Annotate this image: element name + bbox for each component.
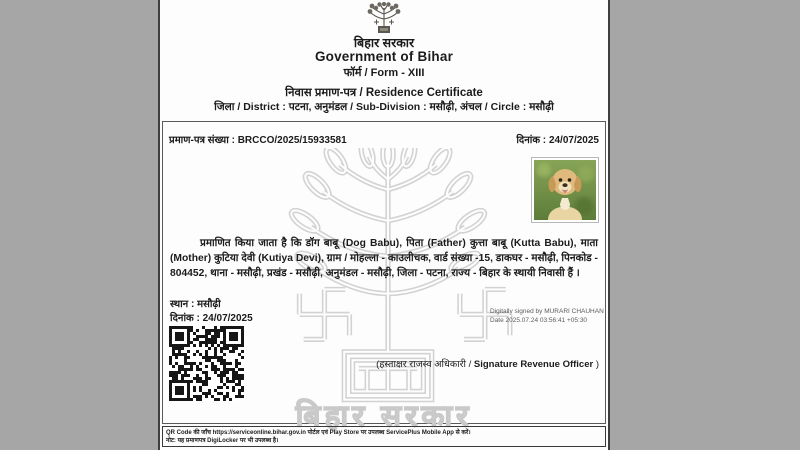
issue-place-label: स्थान : [170, 299, 195, 310]
revenue-officer-signature-line: (हस्ताक्षर राजस्व अधिकारी / Signature Revenue Officer ) [376, 359, 599, 370]
government-title-english: Government of Bihar [314, 49, 454, 64]
certificate-date [516, 132, 599, 146]
issue-place-value: मसौढ़ी [197, 299, 221, 310]
district-subdivision-circle-line: जिला / District : पटना, अनुमंडल / Sub-Division : मसौढ़ी, अंचल / Circle : मसौढ़ी [214, 101, 554, 113]
footer-digilocker-line: नोट: यह प्रमाणपत्र DigiLocker पर भी उपलब्ध है। [166, 438, 279, 444]
certificate-meta-row [169, 132, 599, 146]
certificate-number-value: BRCCO/2025/15933581 [237, 135, 347, 146]
certificate-statement: प्रमाणित किया जाता है कि डॉग बाबू (Dog Babu), पिता (Father) कुत्ता बाबू (Kutta Babu), माता (Mother) कुटिया देवी (Kutiya Devi), ग्राम / मोहल्ला - काउलीचक, वार्ड संख्या -15, डाकघर - मसौढ़ी, पिनकोड - 804452, थाना - मसौढ़ी, प्रखंड - मसौढ़ी, अनुमंडल - मसौढ़ी, जिला - पटना, राज्य - बिहार के स्थायी निवासी हैं । [170, 238, 598, 279]
footer-qr-check-line: QR Code की जाँच https://serviceonline.bihar.gov.in पोर्टल एवं Play Store पर उपलब्ध ServicePlus Mobile App से करें। [166, 430, 471, 436]
footer-note-box [162, 426, 606, 447]
government-title-hindi: बिहार सरकार [353, 36, 415, 50]
certificate-date-label: दिनांक : [516, 135, 547, 146]
watermark-text: बिहार सरकार [295, 400, 473, 433]
certificate-date-value: 24/07/2025 [548, 135, 599, 146]
residence-certificate-document [158, 0, 610, 450]
form-number: फॉर्म / Form - XIII [343, 67, 425, 79]
issue-date-value: 24/07/2025 [202, 313, 253, 324]
qr-code [169, 326, 244, 401]
issue-date [170, 310, 253, 324]
dog-photo [534, 160, 596, 220]
issue-place [170, 296, 221, 310]
certificate-number-label: प्रमाण-पत्र संख्या : [169, 135, 235, 146]
applicant-photo-frame [531, 157, 599, 223]
digital-signature-text [490, 308, 604, 325]
digital-signature-line1: Digitally signed by MURARI CHAUHAN [490, 308, 604, 315]
certificate-title: निवास प्रमाण-पत्र / Residence Certificate [285, 87, 483, 99]
digital-signature-line2: Date 2025.07.24 03:56:41 +05:30 [490, 316, 588, 324]
issue-date-label: दिनांक : [170, 313, 200, 324]
certificate-number [169, 132, 347, 146]
